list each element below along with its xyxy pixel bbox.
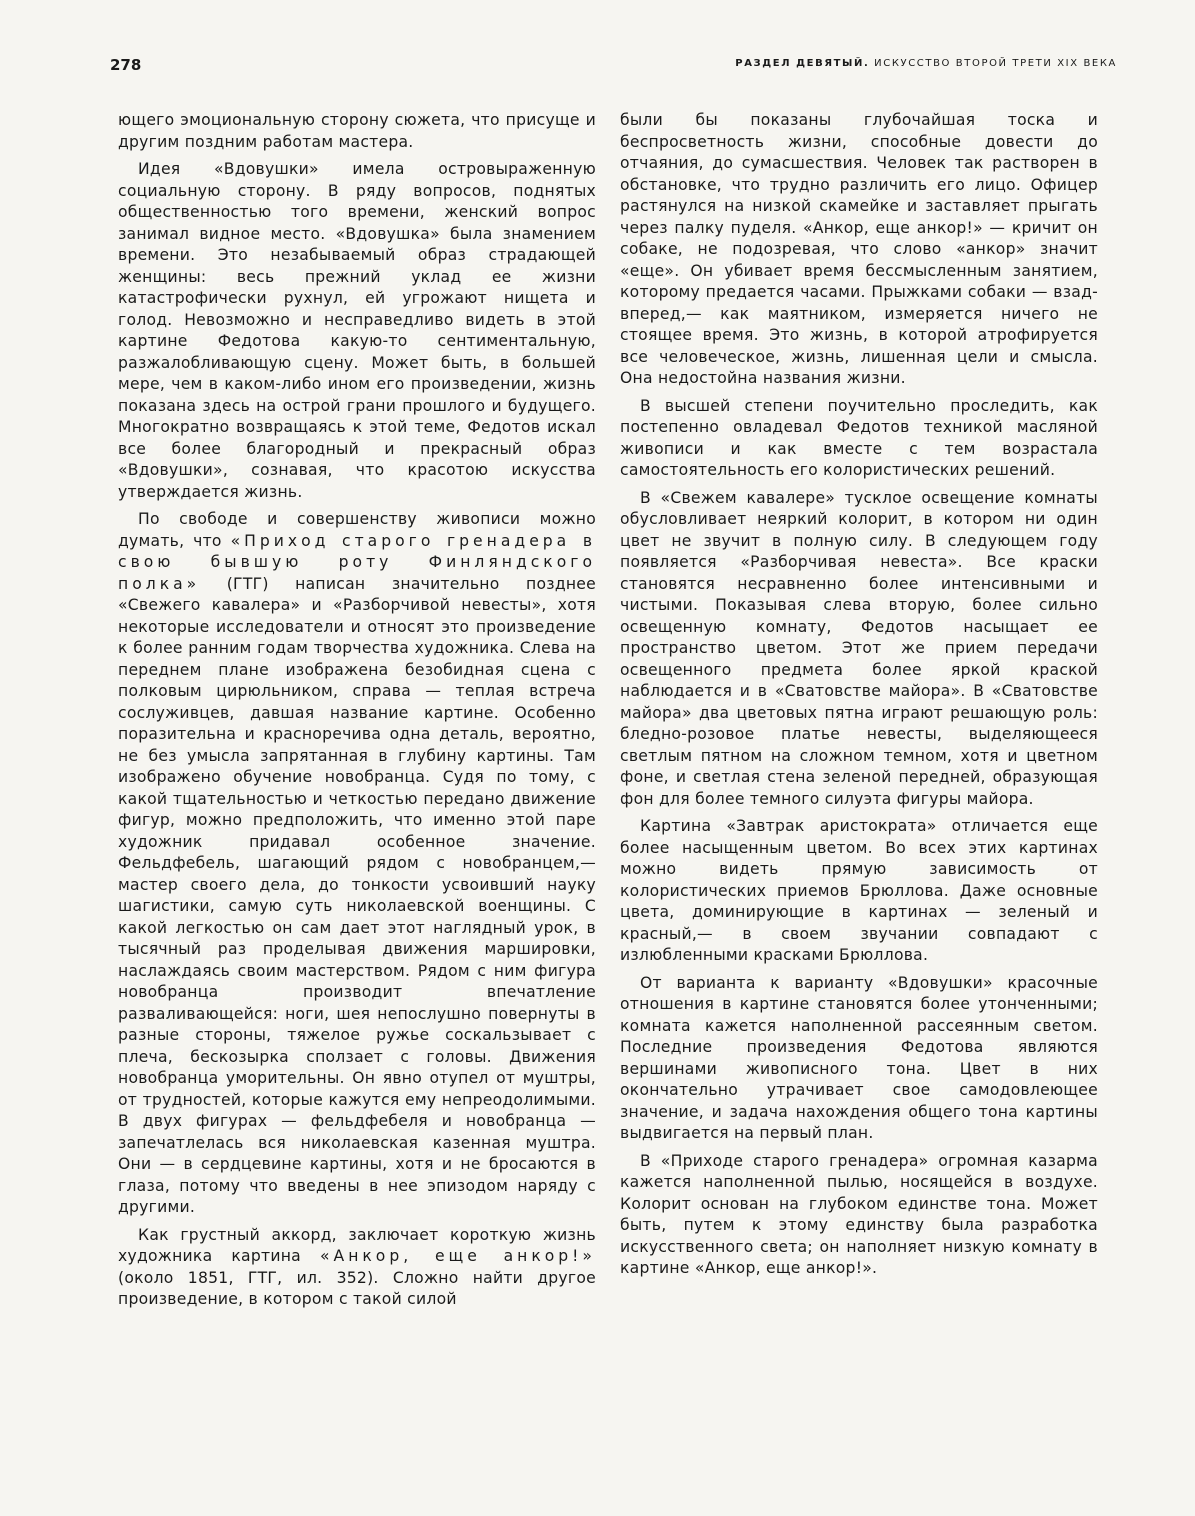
- paragraph: ющего эмоциональную сторону сюжета, что присуще и другим поздним работам мастера.: [118, 111, 596, 151]
- section-label: РАЗДЕЛ ДЕВЯТЫЙ.: [735, 58, 870, 69]
- text-run: (ГТГ) написан значительно позднее «Свежего кавалера» и «Разборчивой невесты», хотя некоторые исследователи и относят это произведение к более ранним годам творчества художника. Слева на переднем плане изображена безобидная сцена с полковым цирюльником, справа — теплая встреча сослуживцев, давшая название картине. Особенно поразительна и красноречива одна деталь, вероятно, не без умысла запрятанная в глубину картины. Там изображено обучение новобранца. Судя по тому, с какой тщательностью и четкостью передано движение фигур, можно предположить, что именно этой паре художник придавал особенное значение. Фельдфебель, шагающий рядом с новобранцем,— мастер своего дела, до тонкости усвоивший науку шагистики, самую суть николаевской военщины. С какой легкостью он сам дает этот наглядный урок, в тысячный раз проделывая движения маршировки, наслаждаясь своим мастерством. Рядом с ним фигура новобранца производит впечатление разваливающейся: ноги, шея непослушно повернуты в разные стороны, тяжелое ружье соскальзывает с плеча, бескозырка сползает с головы. Движения новобранца уморительны. Он явно отупел от муштры, от трудностей, которые кажутся ему непреодолимыми. В двух фигурах — фельдфебеля и новобранца — запечатлелась вся николаевская казенная муштра. Они — в сердцевине картины, хотя и не бросаются в глаза, потому что введены в нее эпизодом наряду с другими.: [118, 574, 596, 1216]
- paragraph: [118, 1225, 596, 1311]
- paragraph: были бы показаны глубочайшая тоска и беспросветность жизни, способные довести до отчаяния, до сумасшествия. Человек так растворен в обстановке, что трудно различить его лицо. Офицер растянулся на низкой скамейке и заставляет прыгать через палку пуделя. «Анкор, еще анкор!» — кричит он собаке, не подозревая, что слово «анкор» значит «еще». Он убивает время бессмысленным занятием, которому предается часами. Прыжками собаки — взад-вперед,— как маятником, измеряется ничего не стоящее время. Это жизнь, в которой атрофируется все человеческое, жизнь, лишенная цели и смысла. Она недостойна названия жизни.: [620, 111, 1098, 387]
- text-run: (около 1851, ГТГ, ил. 352). Сложно найти другое произведение, в котором с такой силой: [118, 1268, 596, 1308]
- text-run: По свободе и совершенству живописи можно думать, что: [118, 510, 596, 550]
- running-head: [735, 58, 1117, 69]
- artwork-title: «Анкор, еще анкор!»: [319, 1247, 596, 1265]
- paragraph: Картина «Завтрак аристократа» отличается еще более насыщенным цветом. Во всех этих картинах можно видеть прямую зависимость от колористических приемов Брюллова. Даже основные цвета, доминирующие в картинах — зеленый и красный,— в своем звучании совпадают с излюбленными красками Брюллова.: [620, 817, 1098, 964]
- paragraph: В «Приходе старого гренадера» огромная казарма кажется наполненной пылью, носящейся в воздухе. Колорит основан на глубоком единстве тона. Может быть, путем к этому единству была разработка искусственного света; он наполняет низкую комнату в картине «Анкор, еще анкор!».: [620, 1151, 1098, 1277]
- paragraph: Идея «Вдовушки» имела островыраженную социальную сторону. В ряду вопросов, поднятых общественностью того времени, женский вопрос занимал видное место. «Вдовушка» была знамением времени. Это незабываемый образ страдающей женщины: весь прежний уклад ее жизни катастрофически рухнул, ей угрожают нищета и голод. Невозможно и несправедливо видеть в этой картине Федотова какую-то сентиментальную, разжалобливающую сцену. Может быть, в большей мере, чем в каком-либо ином его произведении, жизнь показана здесь на острой грани прошлого и будущего. Многократно возвращаясь к этой теме, Федотов искал все более благородный и прекрасный образ «Вдовушки», сознавая, что красотою искусства утверждается жизнь.: [118, 160, 596, 501]
- paragraph: От варианта к варианту «Вдовушки» красочные отношения в картине становятся более утонченными; комната кажется наполненной рассеянным светом. Последние произведения Федотова являются вершинами живописного тона. Цвет в них окончательно утрачивает свое самодовлеющее значение, и задача нахождения общего тона картины выдвигается на первый план.: [620, 973, 1098, 1142]
- text-run: Как грустный аккорд, заключает короткую жизнь художника картина: [118, 1225, 596, 1265]
- left-column: [118, 110, 596, 1317]
- paragraph: В «Свежем кавалере» тусклое освещение комнаты обусловливает неяркий колорит, в котором ни один цвет не звучит в полную силу. В следующем году появляется «Разборчивая невеста». Все краски становятся несравненно более интенсивными и чистыми. Показывая слева вторую, более сильно освещенную комнату, Федотов насыщает ее пространство цветом. Этот же прием передачи освещенного предмета более яркой краской наблюдается и в «Сватовстве майора». В «Сватовстве майора» два цветовых пятна играют решающую роль: бледно-розовое платье невесты, выделяющееся светлым пятном на сложном темном, хотя и цветном фоне, и светлая стена зеленой передней, образующая фон для более темного силуэта фигуры майора.: [620, 488, 1098, 808]
- section-title: ИСКУССТВО ВТОРОЙ ТРЕТИ XIX ВЕКА: [874, 58, 1117, 69]
- artwork-title: «Приход старого гренадера в свою бывшую роту Финляндского полка»: [118, 531, 597, 593]
- paragraph: В высшей степени поучительно проследить, как постепенно овладевал Федотов техникой масляной живописи и как вместе с тем возрастала самостоятельность его колористических решений.: [620, 396, 1098, 479]
- paragraph: [118, 509, 596, 1219]
- page-number: 278: [110, 56, 142, 74]
- page-header: [110, 56, 1117, 82]
- right-column: [620, 110, 1098, 1286]
